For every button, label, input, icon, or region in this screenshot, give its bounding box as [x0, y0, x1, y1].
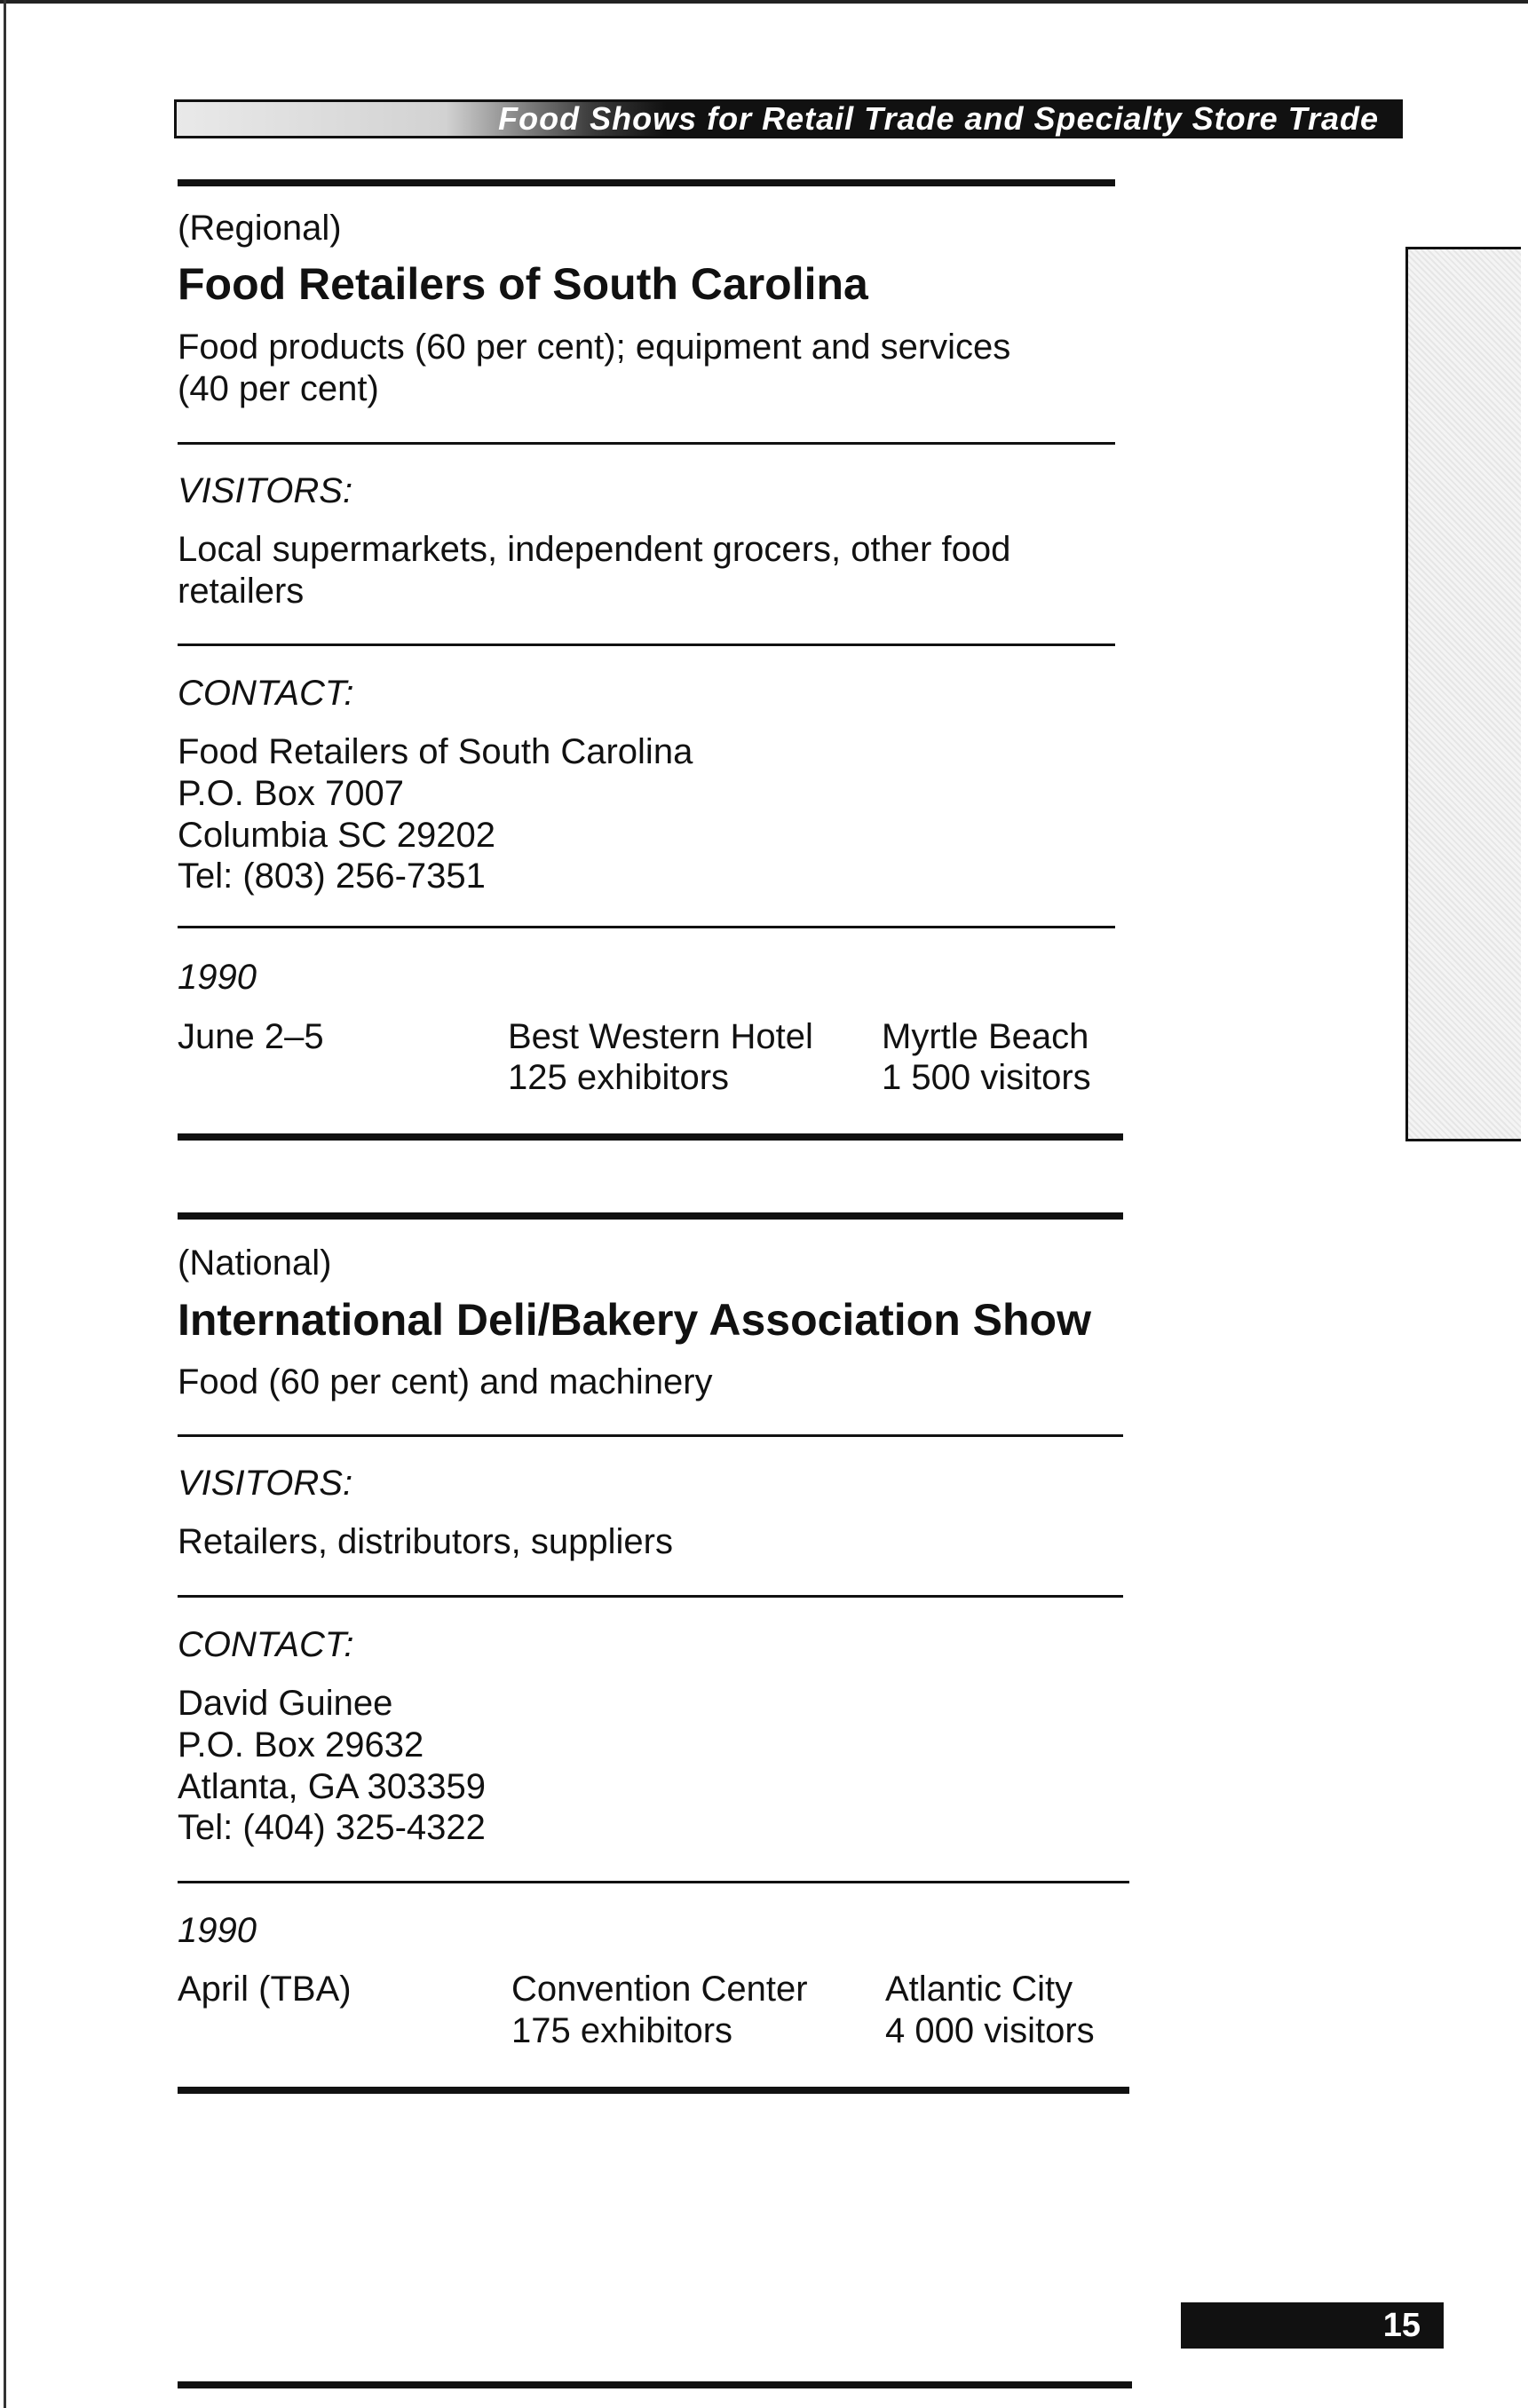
left-border [4, 0, 6, 2408]
entry2-contact-line3: Atlanta, GA 303359 [178, 1767, 486, 1806]
entry2-visitors-line1: Retailers, distributors, suppliers [178, 1522, 673, 1561]
entry1-event-city: Myrtle Beach [882, 1017, 1089, 1056]
banner-title: Food Shows for Retail Trade and Specialty Store Trade [498, 100, 1379, 137]
entry2-description-line1: Food (60 per cent) and machinery [178, 1362, 713, 1401]
entry2-divider-1 [178, 1434, 1123, 1437]
entry1-scope: (Regional) [178, 209, 342, 248]
entry1-visitors-line1: Local supermarkets, independent grocers, other food [178, 530, 1011, 569]
top-border [0, 0, 1528, 4]
entry1-bottom-rule [178, 1133, 1123, 1141]
entry1-divider-1 [178, 442, 1115, 445]
entry1-divider-3 [178, 926, 1115, 928]
entry1-event-exhibitors: 125 exhibitors [508, 1058, 730, 1097]
entry1-top-rule [178, 179, 1115, 186]
entry1-event-venue: Best Western Hotel [508, 1017, 813, 1056]
entry1-contact-line2: P.O. Box 7007 [178, 774, 404, 813]
entry2-scope: (National) [178, 1243, 332, 1283]
entry2-contact-line4: Tel: (404) 325-4322 [178, 1808, 486, 1847]
entry1-divider-2 [178, 643, 1115, 646]
entry2-top-rule [178, 1212, 1123, 1220]
entry2-event-visitors: 4 000 visitors [885, 2011, 1095, 2050]
page-number: 15 [1382, 2306, 1421, 2344]
entry1-visitors-heading: VISITORS: [178, 471, 353, 510]
header-banner [174, 99, 1403, 138]
entry1-visitors-line2: retailers [178, 572, 305, 611]
entry2-year: 1990 [178, 1911, 257, 1950]
entry2-visitors-heading: VISITORS: [178, 1464, 353, 1503]
entry2-contact-line1: David Guinee [178, 1684, 393, 1723]
entry2-contact-line2: P.O. Box 29632 [178, 1725, 424, 1765]
entry2-event-city: Atlantic City [885, 1970, 1073, 2009]
entry2-title: International Deli/Bakery Association Show [178, 1295, 1091, 1345]
entry1-description-line2: (40 per cent) [178, 369, 379, 408]
entry2-event-venue: Convention Center [511, 1970, 808, 2009]
footer-rule [178, 2381, 1132, 2388]
entry2-bottom-rule [178, 2087, 1129, 2094]
entry1-title: Food Retailers of South Carolina [178, 259, 868, 309]
entry1-year: 1990 [178, 958, 257, 997]
entry1-contact-line3: Columbia SC 29202 [178, 816, 495, 855]
entry1-contact-line1: Food Retailers of South Carolina [178, 732, 693, 771]
entry2-event-date: April (TBA) [178, 1970, 352, 2009]
entry1-description-line1: Food products (60 per cent); equipment and services [178, 328, 1011, 367]
side-tab [1405, 247, 1521, 1141]
entry2-contact-heading: CONTACT: [178, 1625, 354, 1664]
entry2-event-exhibitors: 175 exhibitors [511, 2011, 733, 2050]
entry1-event-visitors: 1 500 visitors [882, 1058, 1091, 1097]
page-number-badge [1181, 2302, 1444, 2349]
entry1-contact-line4: Tel: (803) 256-7351 [178, 857, 486, 896]
entry1-event-date: June 2–5 [178, 1017, 324, 1056]
entry2-divider-2 [178, 1595, 1123, 1598]
entry1-contact-heading: CONTACT: [178, 674, 354, 713]
entry2-divider-3 [178, 1881, 1129, 1883]
